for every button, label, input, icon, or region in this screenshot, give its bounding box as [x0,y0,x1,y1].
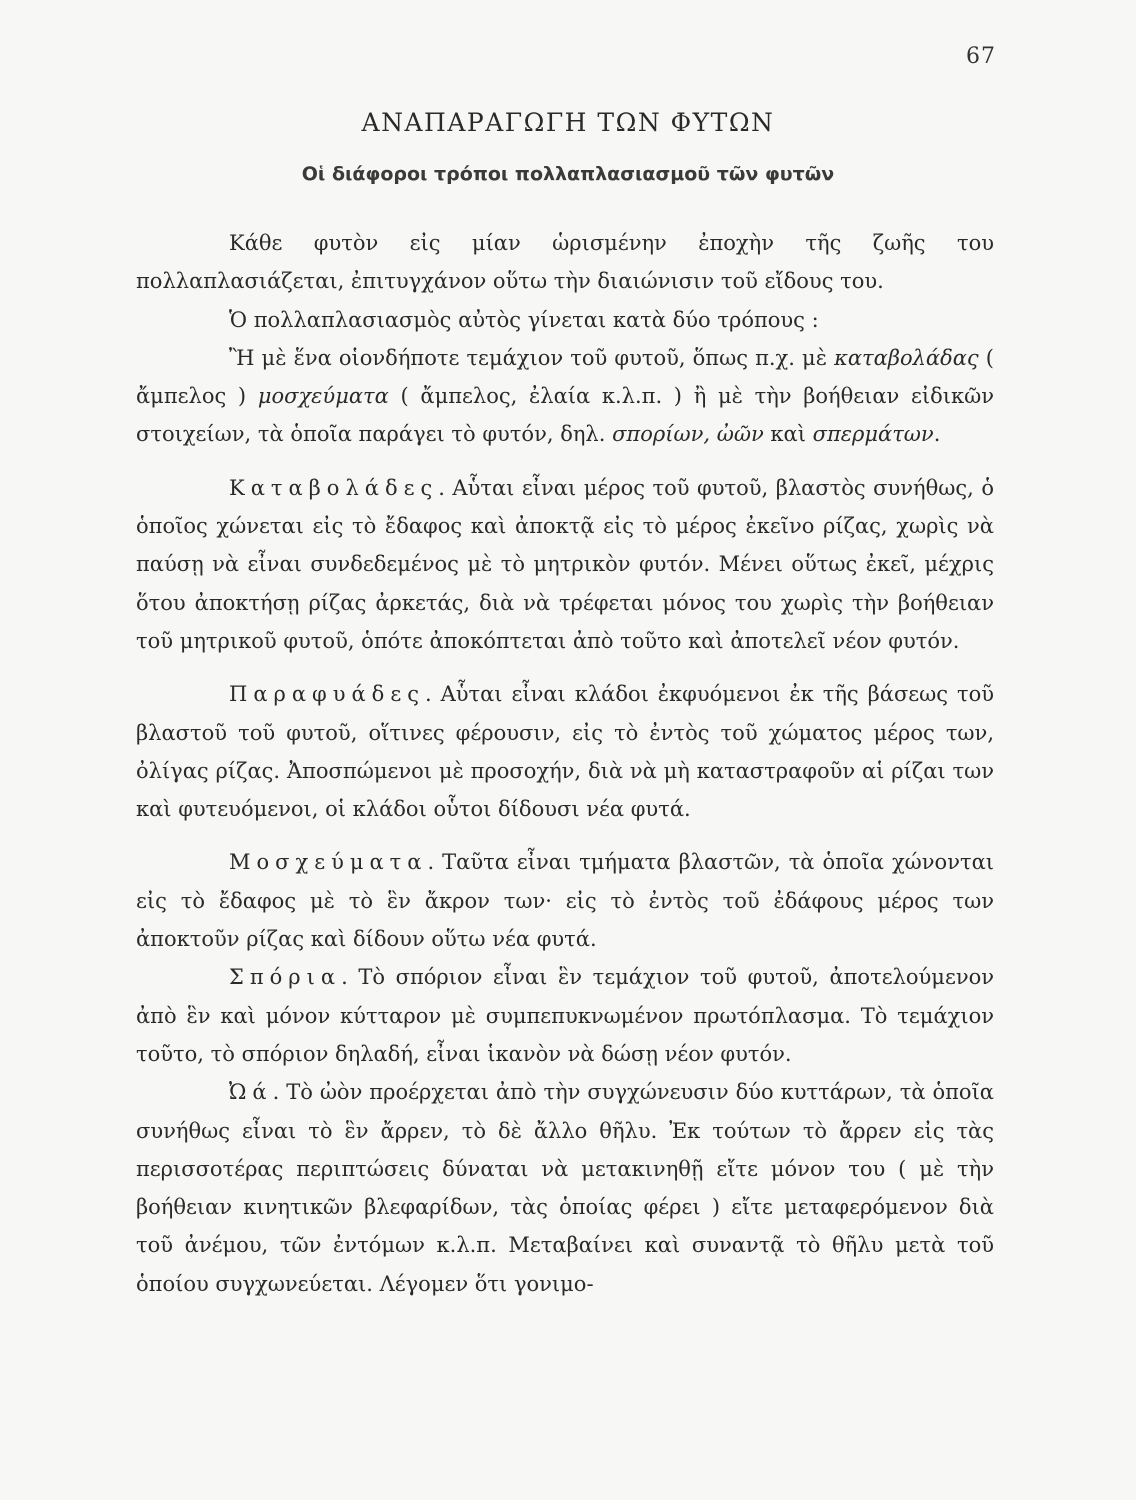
paragraph-two-ways: Ὁ πολλαπλασιασμὸς αὐτὸς γίνεται κατὰ δύο τρόπους : [229,307,819,332]
term-moscheumata: μοσχεύματα [257,384,389,409]
paragraph-moscheumata [136,843,994,958]
text-moscheumata: . Ταῦτα εἶναι τμήματα βλαστῶν, τὰ ὁποῖα χώνονται εἰς τὸ ἔδαφος μὲ τὸ ἓν ἄκρον των· εἰς τὸ ἐντὸς τοῦ ἐδάφους μέρος των ἀποκτοῦν ρίζας καὶ δίδουν οὕτω νέα φυτά. [136,850,994,952]
paragraph-sporia [136,958,994,1073]
paragraph-katavolades [136,469,994,660]
body-text [136,224,994,1303]
term-spermata: σπερμάτων [812,422,934,447]
methods-text: . [933,422,941,447]
paragraph-methods [136,339,994,454]
heading-parafyades: Παραφυάδες [229,682,425,707]
methods-text: καὶ [763,422,813,447]
heading-sporia: Σπόρια [229,965,342,990]
methods-text: ( ἄμπελος, ἐλαία κ.λ.π. ) ἢ μὲ τὴν βοήθειαν εἰδικῶν στοιχείων, τὰ ὁποῖα παράγει τὸ φυτόν, δηλ. [136,384,994,447]
paragraph-intro: Κάθε φυτὸν εἰς μίαν ὡρισμένην ἐποχὴν τῆς ζωῆς του πολλαπλασιάζεται, ἐπιτυγχάνον οὕτω τὴν διαιώνισιν τοῦ εἴδους του. [136,231,994,294]
paragraph-oa [136,1073,994,1303]
page-number: 67 [966,44,996,69]
heading-moscheumata: Μοσχεύματα [229,850,428,875]
text-oa: . Τὸ ὠὸν προέρχεται ἀπὸ τὴν συγχώνευσιν δύο κυττάρων, τὰ ὁποῖα συνήθως εἶναι τὸ ἓν ἄρρεν, τὸ δὲ ἄλλο θῆλυ. Ἐκ τούτων τὸ ἄρρεν εἰς τὰς περισσοτέρας περιπτώσεις δύναται νὰ μετακινηθῇ εἴτε μόνον του ( μὲ τὴν βοήθειαν κινητικῶν βλεφαρίδων, τὰς ὁποίας φέρει ) εἴτε μεταφερόμενον διὰ τοῦ ἀνέμου, τῶν ἐντόμων κ.λ.π. Μεταβαίνει καὶ συναντᾷ τὸ θῆλυ μετὰ τοῦ ὁποίου συγχωνεύεται. Λέγομεν ὅτι γονιμο- [136,1080,994,1296]
term-sporia-oa: σπορίων, ὠῶν [612,422,764,447]
paragraph-parafyades [136,675,994,828]
heading-katavolades: Καταβολάδες [229,475,439,500]
text-katavolades: . Αὗται εἶναι μέρος τοῦ φυτοῦ, βλαστὸς συνήθως, ὁ ὁποῖος χώνεται εἰς τὸ ἔδαφος καὶ ἀποκτᾷ εἰς τὸ μέρος ἐκεῖνο ρίζας, χωρὶς νὰ παύσῃ νὰ εἶναι συνδεδεμένος μὲ τὸ μητρικὸν φυτόν. Μένει οὕτως ἐκεῖ, μέχρις ὅτου ἀποκτήσῃ ρίζας ἀρκετάς, διὰ νὰ τρέφεται μόνος του χωρὶς τὴν βοήθειαν τοῦ μητρικοῦ φυτοῦ, ὁπότε ἀποκόπτεται ἀπὸ τοῦτο καὶ ἀποτελεῖ νέον φυτόν. [136,475,994,653]
text-parafyades: . Αὗται εἶναι κλάδοι ἐκφυόμενοι ἐκ τῆς βάσεως τοῦ βλαστοῦ τοῦ φυτοῦ, οἵτινες φέρουσιν, εἰς τὸ ἐντὸς τοῦ χώματος μέρος των, ὀλίγας ρίζας. Ἀποσπώμενοι μὲ προσοχήν, διὰ νὰ μὴ καταστραφοῦν αἱ ρίζαι των καὶ φυτευόμενοι, οἱ κλάδοι οὗτοι δίδουσι νέα φυτά. [136,682,994,822]
methods-text: Ἢ μὲ ἕνα οἱονδήποτε τεμάχιον τοῦ φυτοῦ, ὅπως π.χ. μὲ [229,345,835,370]
text-sporia: . Τὸ σπόριον εἶναι ἓν τεμάχιον τοῦ φυτοῦ, ἀποτελούμενον ἀπὸ ἓν καὶ μόνον κύτταρον μὲ συμπεπυκνωμένον πρωτόπλασμα. Τὸ τεμάχιον τοῦτο, τὸ σπόριον δηλαδή, εἶναι ἱκανὸν νὰ δώσῃ νέον φυτόν. [136,965,994,1066]
heading-oa: Ὠά [229,1080,273,1105]
term-katavolades: καταβολάδας [834,345,979,370]
chapter-title: ΑΝΑΠΑΡΑΓΩΓΗ ΤΩΝ ΦΥΤΩΝ [361,108,775,137]
section-title: Οἱ διάφοροι τρόποι πολλαπλασιασμοῦ τῶν φυτῶν [301,163,835,185]
methods-text: ( ἄμπελος ) [136,345,994,409]
